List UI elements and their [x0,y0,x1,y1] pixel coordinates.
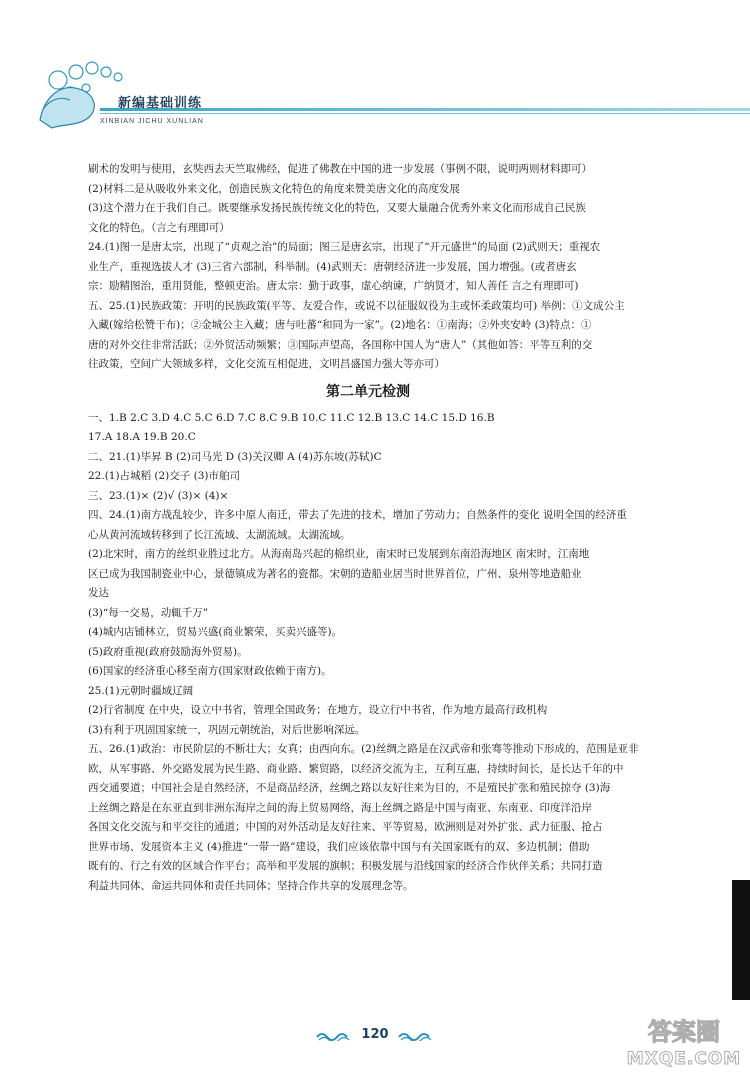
text-line: 25.(1)元朝时疆域辽阔 [88,684,194,697]
text-line: 17.A 18.A 19.B 20.C [88,431,196,443]
wave-ornament-right-icon [398,1029,434,1041]
svg-text:MXQE.COM: MXQE.COM [626,1049,742,1069]
book-title: 新编基础训练 [118,96,203,111]
text-line: (2)材料二是从吸收外来文化，创造民族文化特色的角度来赞美唐文化的高度发展 [88,182,460,195]
text-line: 各国文化交流与和平交往的通道；中国的对外活动是友好往来、平等贸易，欧洲则是对外扩张、武力征服、抢占 [88,821,603,833]
section-title: 第二单元检测 [326,383,410,400]
text-line: 利益共同体、命运共同体和责任共同体；坚持合作共享的发展理念等。 [88,879,414,892]
text-line: 西交通要道；中国社会是自然经济，不是商品经济，丝绸之路以友好往来为目的，不是殖民扩张和殖民掠夺 (3)海 [88,782,611,794]
page-number: 120 [361,1027,389,1042]
wave-ornament-left-icon [316,1029,352,1041]
text-line: 上丝绸之路是在东亚直到非洲东海岸之间的海上贸易网络，海上丝绸之路是中国与南亚、东南亚、印度洋沿岸 [88,801,592,814]
text-line: 发达 [88,587,109,599]
text-line: 22.(1)占城稻 (2)交子 (3)市舶司 [88,470,240,482]
text-line: 区已成为我国制瓷业中心，景德镇成为著名的瓷都。宋朝的造船业居当时世界首位，广州、泉州等地造船业 [88,567,582,580]
book-title-pinyin: XINBIAN JICHU XUNLIAN [100,118,204,125]
text-line: 往政策，空间广大领域多样，文化交流互相促进，文明昌盛国力强大等亦可） [88,358,445,370]
text-line: 五、25.(1)民族政策：开明的民族政策(平等、友爱合作，或说不以征服奴役为主或怀柔政策均可) 举例：①文成公主 [88,299,625,312]
text-line: 二、21.(1)毕昇 B (2)司马光 D (3)关汉卿 A (4)苏东坡(苏轼)C [88,450,382,463]
text-line: 世界市场、发展资本主义 (4)推进“一带一路”建设，我们应该依靠中国与有关国家既有的双、多边机制；借助 [88,840,590,853]
text-line: 唐的对外交往非常活跃；②外贸活动频繁；③国际声望高，各国称中国人为“唐人”（其他如答：平等互利的交 [88,338,593,351]
text-line: 一、1.B 2.C 3.D 4.C 5.C 6.D 7.C 8.C 9.B 10.C 11.C 12.B 13.C 14.C 15.D 16.B [88,411,495,424]
text-line: 四、24.(1)南方战乱较少，许多中原人南迁，带去了先进的技术，增加了劳动力；自然条件的变化 说明全国的经济重 [88,509,627,521]
text-line: 欧，从军事路、外交路发展为民生路、商业路、繁贸路，以经济交流为主，互利互惠，持续时间长，是长达千年的中 [88,762,624,775]
text-line: (6)国家的经济重心移至南方(国家财政依赖于南方)。 [88,665,332,677]
text-line: 业生产，重视选拔人才 (3)三省六部制，科举制。(4)武则天：唐朝经济进一步发展，国力增强。(或者唐玄 [88,260,577,273]
text-line: 三、23.(1)× (2)√ (3)× (4)× [88,489,229,502]
text-line: 24.(1)图一是唐太宗，出现了“贞观之治”的局面；图三是唐玄宗，出现了“开元盛世”的局面 (2)武则天；重视农 [88,241,601,253]
text-line: (3)这个潜力在于我们自己。既要继承发扬民族传统文化的特色，又要大量融合优秀外来文化而形成自己民族 [88,202,586,214]
text-line: (5)政府重视(政府鼓励海外贸易)。 [88,645,248,658]
page-header [0,0,750,150]
text-line: 刷术的发明与使用，玄奘西去天竺取佛经，促进了佛教在中国的进一步发展（事例不限，说明两则材料即可） [88,163,592,175]
text-line: 心从黄河流域转移到了长江流域、太湖流域。太湖流域。 [88,528,351,541]
text-line: (2)北宋时，南方的丝织业胜过北方。从海南岛兴起的棉织业，南宋时已发展到东南沿海地区 南宋时，江南地 [88,548,590,560]
header-banner-icon [0,0,750,150]
text-line: 文化的特色。（言之有理即可） [88,221,230,234]
text-line: (3)有利于巩固国家统一，巩固元朝统治，对后世影响深远。 [88,723,366,736]
edge-tab [732,880,750,1000]
text-line: 既有的、行之有效的区域合作平台；高举和平发展的旗帜；积极发展与沿线国家的经济合作伙伴关系；共同打造 [88,860,603,872]
svg-text:答案圈: 答案圈 [648,1018,720,1046]
text-line: (4)城内店铺林立，贸易兴盛(商业繁荣，买卖兴盛等)。 [88,626,343,638]
text-line: 宗：励精图治，重用贤能，整顿吏治。唐太宗：勤于政事，虚心纳谏，广纳贤才，知人善任 言之有理即可) [88,280,579,292]
watermark-logo-icon [620,1010,748,1070]
answer-content [88,160,648,896]
text-line: (2)行省制度 在中央，设立中书省，管理全国政务；在地方，设立行中书省，作为地方最高行政机构 [88,704,548,716]
text-line: 入藏(嫁给松赞干布)；②金城公主入藏；唐与吐蕃“和同为一家”。(2)地名：①南海；②外夹安岭 (3)特点：① [88,319,592,331]
text-line: 五、26.(1)政治：市民阶层的不断壮大；女真；由西向东。(2)丝绸之路是在汉武帝和张骞等推动下形成的，范围是亚非 [88,743,639,755]
text-line: (3)“每一交易，动辄千万” [88,606,209,619]
